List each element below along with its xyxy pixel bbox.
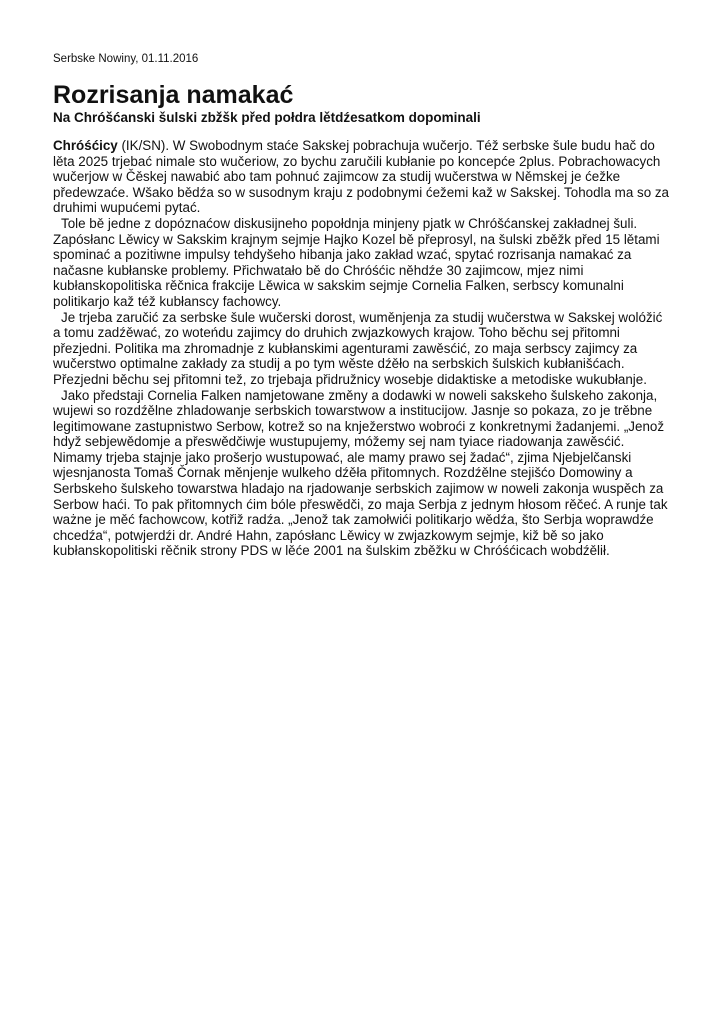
source-line: Serbske Nowiny, 01.11.2016 [53,53,199,65]
paragraph-1 [53,138,673,216]
subheadline: Na Chróšćanski šulski zbžšk před połdra lětdźesatkom dopominali [53,110,481,125]
dateline: Chróśćicy [53,138,118,153]
article-body [53,138,673,559]
headline: Rozrisanja namakać [53,81,294,109]
paragraph-4: Jako předstaji Cornelia Falken namjetowane změny a dodawki w noweli sakskeho šulskeho zakonja, wujewi so rozdźělne zhladowanje serbskich towarstwow a institucijow. Jasnje so pokaza, zo je trěbne legitimowane zastupnistwo Serbow, kotrež so na knježerstwo wobroći z konkretnymi žadanjemi. „Jenož hdyž sebjewědomje a přeswědčiwje wustupujemy, móžemy sej nam tyiace riadowanja zawěsćić. Nimamy trjeba stajnje jako prošerjo wustupować, ale mamy prawo sej žadać“, zjima Njebjelčanski wjesnjanosta Tomaš Čornak měnjenje wulkeho dźěła přitomnych. Rozdźělne stejišćo Domowiny a Serbskeho šulskeho towarstwa hladajo na rjadowanje serbskich zajimow w noweli zakonja wuspěch za Serbow haći. To pak přitomnych ćim bóle přeswědči, zo maja Serbja z jednym hłosom rěčeć. A runje tak ważne je měć fachowcow, kotřiž radźa. „Jenož tak zamołwići politikarjo wědźa, što Serbja woprawdźe chcedźa“, potwjerdźi dr. André Hahn, zapósłanc Lěwicy w zwjazkowym sejmje, kiž bě so jako kubłanskopolitiski rěčnik strony PDS w lěće 2001 na šulskim zběžku w Chróśćicach wobdźělił. [53,387,668,559]
paragraph-2: Tole bě jedne z dopóznaćow diskusijneho popołdnja minjeny pjatk w Chróšćanskej zakładnej šuli. Zapósłanc Lěwicy w Sakskim krajnym sejmje Hajko Kozel bě přeprosyl, na šulski zběžk před 15 lětami spominać a pozitiwne impulsy tehdyšeho hibanja jako zakład wzać, spytać rozrisanja namakać za načasne kubłanske problemy. Přichwatało bě do Chróśćic něhdźe 30 zajimcow, mjez nimi kubłanskopolitiska rěčnica frakcije Lěwica w sakskim sejmje Cornelia Falken, serbscy komunalni politikarjo kaž též kubłanscy fachowcy. [53,215,660,309]
paragraph-1-text: (IK/SN). W Swobodnym staće Sakskej pobrachuja wučerjo. Též serbske šule budu hač do lěta 2025 trjebać nimale sto wučeriow, zo bychu zaručili kubłanie po koncepće 2plus. Pobrachowacych wučerjow w Čěskej nawabić abo tam pohnuć zajimcow za studij wučerstwa w Němskej je ćežke předewzaće. Wšako bědźa so w susodnym kraju z podobnymi ćežemi kaž w Sakskej. Tohodla ma so za druhimi wupućemi pytać. [53,138,670,216]
paragraph-3: Je trjeba zaručić za serbske šule wučerski dorost, wuměnjenja za studij wučerstwa w Sakskej wolóžić a tomu zadźěwać, zo woteńdu zajimcy do druhich zwjazkowych krajow. Toho běchu sej přitomni přezjedni. Politika ma zhromadnje z kubłanskimi agenturami zawěsćić, zo maja serbscy zajimcy za wučerstwo optimalne zakłady za studij a po tym wěste dźěło na serbskich šulskich kubłanišćach. Přezjedni běchu sej přitomni tež, zo trjebaja přidružnicy wosebje didaktiske a metodiske wukubłanje. [53,309,663,387]
